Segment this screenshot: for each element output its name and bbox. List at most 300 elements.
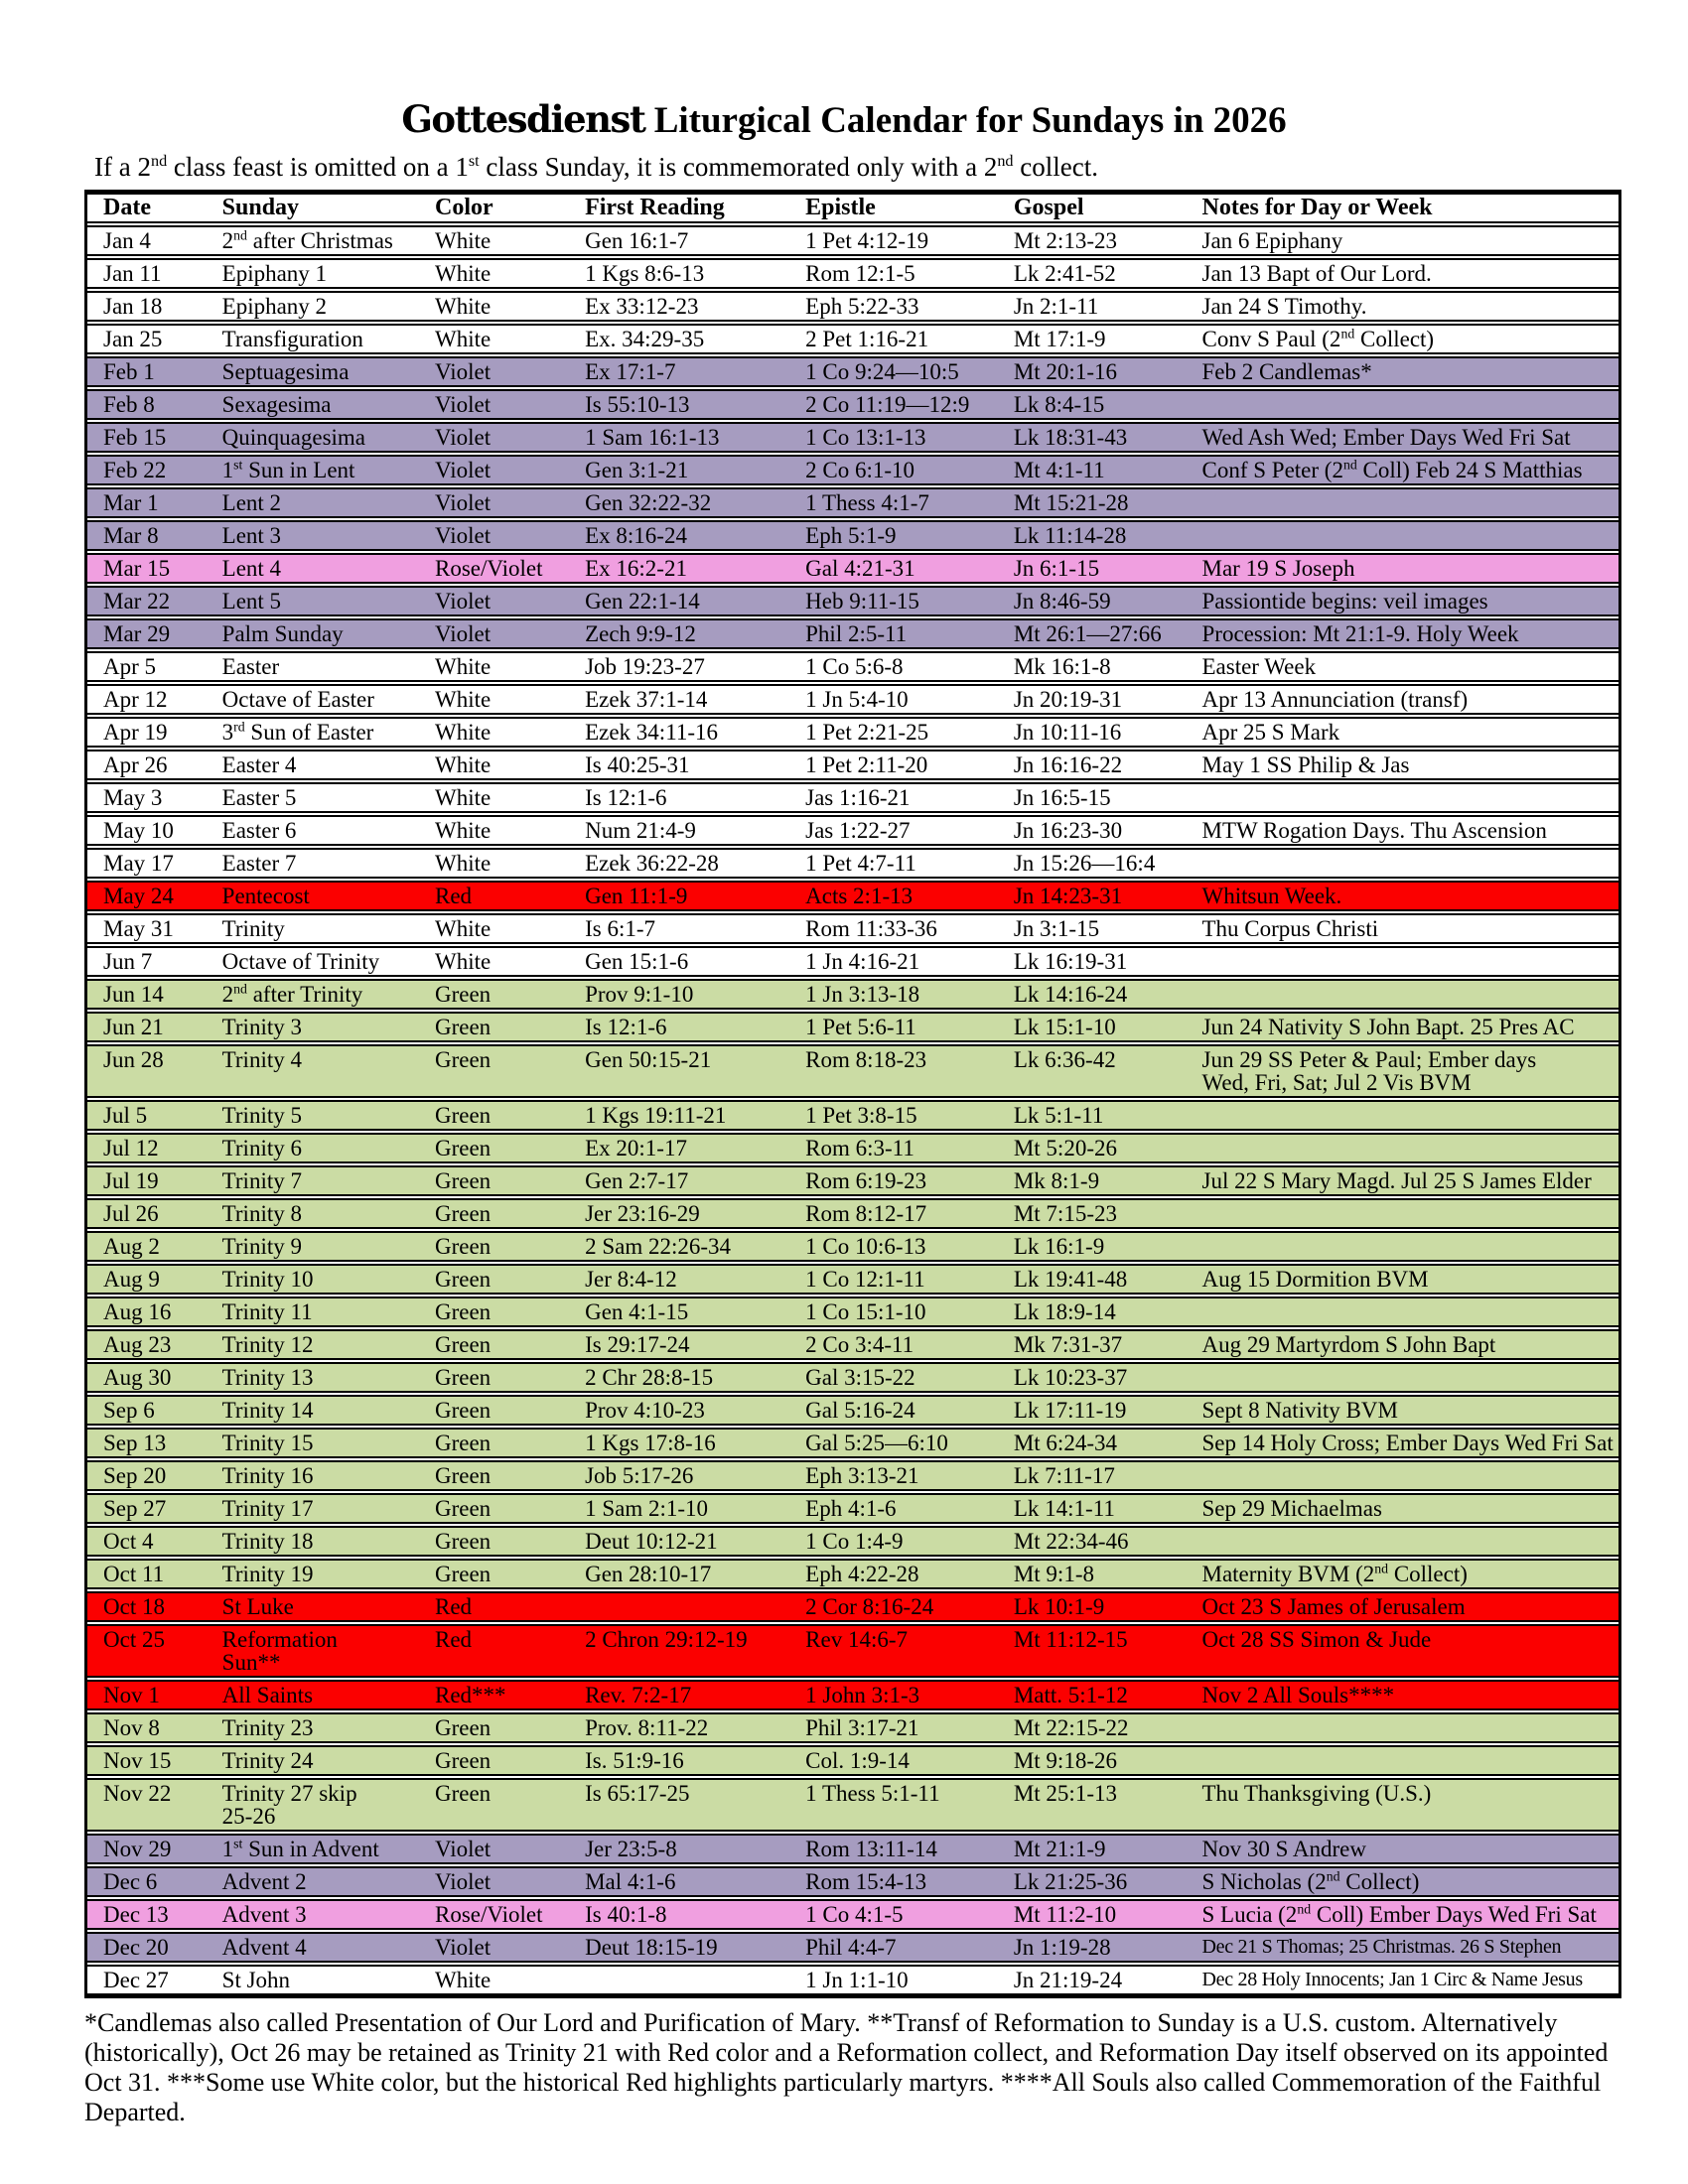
- epistle-cell: 1 Jn 1:1-10: [805, 1968, 909, 1992]
- notes-cell: [1187, 981, 1618, 1008]
- table-row: [87, 1493, 1618, 1524]
- liturgical-calendar-table: [84, 190, 1621, 1998]
- notes-cell: [1187, 522, 1618, 549]
- sunday-cell: Advent 4: [221, 1935, 307, 1960]
- date-cell: Feb 15: [103, 425, 167, 450]
- gospel-cell: Lk 19:41-48: [1013, 1267, 1128, 1292]
- gospel-cell: Jn 16:5-15: [1013, 785, 1111, 810]
- epistle-cell: 1 Co 13:1-13: [805, 425, 926, 450]
- table-row: [87, 1834, 1618, 1864]
- table-row: [87, 1395, 1618, 1426]
- gospel-cell: Jn 14:23-31: [1013, 884, 1123, 908]
- notes-cell: Jan 13 Bapt of Our Lord.: [1201, 261, 1432, 286]
- date-cell: Jun 28: [103, 1047, 164, 1072]
- notes-cell: Aug 29 Martyrdom S John Bapt: [1201, 1332, 1496, 1357]
- date-cell: Jul 19: [103, 1168, 159, 1193]
- sunday-cell: Sexagesima: [221, 392, 332, 417]
- date-cell: Dec 13: [103, 1902, 169, 1927]
- notes-cell: Mar 19 S Joseph: [1201, 556, 1355, 581]
- table-row: [87, 1624, 1618, 1678]
- date-cell: Dec 20: [103, 1935, 169, 1960]
- gospel-cell: Lk 21:25-36: [1013, 1869, 1128, 1894]
- gospel-cell: Jn 20:19-31: [1013, 687, 1123, 712]
- table-row: [87, 815, 1618, 846]
- notes-cell: [1187, 1714, 1618, 1741]
- sunday-cell: 3rd Sun of Easter: [221, 719, 374, 745]
- epistle-cell: Phil 3:17-21: [805, 1715, 919, 1740]
- gospel-cell: Jn 3:1-15: [1013, 916, 1100, 941]
- sunday-cell: Epiphany 1: [221, 261, 328, 286]
- table-row: [87, 881, 1618, 911]
- gospel-cell: Mt 6:24-34: [1013, 1431, 1117, 1455]
- sunday-cell: Trinity: [221, 916, 285, 941]
- epistle-cell: Jas 1:22-27: [805, 818, 911, 843]
- epistle-cell: Rom 11:33-36: [805, 916, 937, 941]
- notes-cell: Jan 6 Epiphany: [1201, 228, 1343, 253]
- first-reading-cell: 1 Sam 16:1-13: [585, 425, 720, 450]
- gospel-cell: Lk 16:19-31: [1013, 949, 1128, 974]
- gospel-cell: Mt 2:13-23: [1013, 228, 1117, 253]
- date-cell: Aug 23: [103, 1332, 172, 1357]
- gospel-cell: Jn 16:16-22: [1013, 752, 1123, 777]
- color-cell: Red: [434, 1627, 473, 1652]
- date-cell: Feb 1: [103, 359, 155, 384]
- notes-cell: [1187, 1364, 1618, 1391]
- notes-cell: Thu Corpus Christi: [1201, 916, 1379, 941]
- column-header-reading: First Reading: [585, 195, 725, 220]
- notes-cell: May 1 SS Philip & Jas: [1201, 752, 1410, 777]
- sunday-cell: Trinity 9: [221, 1234, 302, 1259]
- date-cell: Aug 9: [103, 1267, 160, 1292]
- first-reading-cell: Gen 28:10-17: [585, 1562, 712, 1586]
- first-reading-cell: Gen 16:1-7: [585, 228, 689, 253]
- date-cell: Feb 22: [103, 458, 167, 482]
- table-row: [87, 717, 1618, 748]
- epistle-cell: Rom 8:18-23: [805, 1047, 927, 1072]
- date-cell: Aug 2: [103, 1234, 160, 1259]
- column-header-notes: Notes for Day or Week: [1201, 195, 1433, 220]
- column-header-gospel: Gospel: [1013, 195, 1084, 220]
- gospel-cell: Jn 1:19-28: [1013, 1935, 1111, 1960]
- notes-cell: [1187, 1200, 1618, 1227]
- gospel-cell: Lk 18:31-43: [1013, 425, 1128, 450]
- sunday-cell: Trinity 12: [221, 1332, 314, 1357]
- sunday-cell: Trinity 4: [221, 1047, 302, 1072]
- sunday-cell: Transfiguration: [221, 327, 363, 351]
- date-cell: Jan 4: [103, 228, 151, 253]
- epistle-cell: Eph 4:22-28: [805, 1562, 919, 1586]
- notes-cell: Whitsun Week.: [1201, 884, 1342, 908]
- table-row: [87, 1165, 1618, 1196]
- table-row: [87, 979, 1618, 1010]
- sunday-cell: Lent 2: [221, 490, 282, 515]
- date-cell: Jan 11: [103, 261, 162, 286]
- gospel-cell: Mt 21:1-9: [1013, 1837, 1106, 1861]
- notes-cell: Jan 24 S Timothy.: [1201, 294, 1367, 319]
- sunday-cell: Easter 6: [221, 818, 297, 843]
- gospel-cell: Mk 8:1-9: [1013, 1168, 1100, 1193]
- date-cell: Jan 25: [103, 327, 163, 351]
- color-cell: Violet: [434, 392, 492, 417]
- sunday-cell: Trinity 15: [221, 1431, 314, 1455]
- color-cell: Green: [434, 1431, 492, 1455]
- notes-cell: Apr 25 S Mark: [1201, 720, 1340, 745]
- color-cell: White: [434, 1968, 492, 1992]
- gospel-cell: Lk 7:11-17: [1013, 1463, 1115, 1488]
- epistle-cell: 2 Cor 8:16-24: [805, 1594, 934, 1619]
- first-reading-cell: Gen 22:1-14: [585, 589, 700, 614]
- gospel-cell: Lk 16:1-9: [1013, 1234, 1105, 1259]
- color-cell: Green: [434, 1201, 492, 1226]
- gospel-cell: Lk 5:1-11: [1013, 1103, 1104, 1128]
- date-cell: Nov 29: [103, 1837, 172, 1861]
- epistle-cell: Rom 15:4-13: [805, 1869, 927, 1894]
- sunday-cell: Trinity 3: [221, 1015, 302, 1039]
- color-cell: Green: [434, 1781, 492, 1806]
- table-row: [87, 291, 1618, 322]
- epistle-cell: 1 Pet 4:12-19: [805, 228, 929, 253]
- color-cell: Green: [434, 1299, 492, 1324]
- gospel-cell: Mk 16:1-8: [1013, 654, 1111, 679]
- date-cell: May 10: [103, 818, 174, 843]
- epistle-cell: Rom 6:19-23: [805, 1168, 927, 1193]
- sunday-cell: Palm Sunday: [221, 621, 344, 646]
- date-cell: Oct 11: [103, 1562, 165, 1586]
- epistle-cell: Rom 13:11-14: [805, 1837, 937, 1861]
- epistle-cell: 1 Co 4:1-5: [805, 1902, 904, 1927]
- first-reading-cell: Job 19:23-27: [585, 654, 705, 679]
- date-cell: Apr 12: [103, 687, 168, 712]
- epistle-cell: 1 Pet 2:21-25: [805, 720, 929, 745]
- sunday-cell: Advent 3: [221, 1902, 307, 1927]
- first-reading-cell: Is 40:1-8: [585, 1902, 667, 1927]
- gospel-cell: Mt 11:12-15: [1013, 1627, 1128, 1652]
- gospel-cell: Lk 14:16-24: [1013, 982, 1128, 1007]
- first-reading-cell: Is 12:1-6: [585, 785, 667, 810]
- color-cell: Violet: [434, 425, 492, 450]
- first-reading-cell: Gen 50:15-21: [585, 1047, 712, 1072]
- color-cell: Violet: [434, 589, 492, 614]
- first-reading-cell: Mal 4:1-6: [585, 1869, 676, 1894]
- epistle-cell: Col. 1:9-14: [805, 1748, 910, 1773]
- sunday-cell: 2nd after Christmas: [221, 227, 393, 253]
- first-reading-cell: Deut 18:15-19: [585, 1935, 718, 1960]
- notes-cell: [1187, 1102, 1618, 1129]
- notes-cell: Easter Week: [1201, 654, 1317, 679]
- first-reading-cell: Deut 10:12-21: [585, 1529, 718, 1554]
- table-row: [87, 651, 1618, 682]
- table-row: [87, 1680, 1618, 1710]
- table-row: [87, 1866, 1618, 1897]
- notes-cell: Dec 21 S Thomas; 25 Christmas. 26 S Stephen: [1201, 1936, 1562, 1958]
- gospel-cell: Mt 5:20-26: [1013, 1136, 1117, 1160]
- epistle-cell: 1 Jn 4:16-21: [805, 949, 920, 974]
- table-row: [87, 618, 1618, 649]
- color-cell: White: [434, 654, 492, 679]
- epistle-cell: 1 Pet 5:6-11: [805, 1015, 916, 1039]
- notes-cell: [1187, 1233, 1618, 1260]
- color-cell: White: [434, 720, 492, 745]
- color-cell: Violet: [434, 359, 492, 384]
- notes-cell: Wed Ash Wed; Ember Days Wed Fri Sat: [1201, 425, 1571, 450]
- first-reading-cell: Gen 11:1-9: [585, 884, 688, 908]
- color-cell: Green: [434, 1103, 492, 1128]
- color-cell: Rose/Violet: [434, 556, 543, 581]
- first-reading-cell: Gen 3:1-21: [585, 458, 689, 482]
- sunday-cell: Quinquagesima: [221, 425, 366, 450]
- notes-cell: S Lucia (2nd Coll) Ember Days Wed Fri Sat: [1201, 1901, 1597, 1927]
- first-reading-cell: Ex 17:1-7: [585, 359, 676, 384]
- epistle-cell: 1 Co 12:1-11: [805, 1267, 925, 1292]
- table-row: [87, 225, 1618, 256]
- notes-cell: [1187, 489, 1618, 516]
- epistle-cell: Jas 1:16-21: [805, 785, 911, 810]
- color-cell: Red***: [434, 1683, 506, 1707]
- subtitle: If a 2nd class feast is omitted on a 1st class Sunday, it is commemorated only with a 2nd collect.: [94, 152, 1098, 182]
- first-reading-cell: Is 55:10-13: [585, 392, 690, 417]
- epistle-cell: 1 Pet 3:8-15: [805, 1103, 917, 1128]
- notes-cell: [1187, 1135, 1618, 1161]
- notes-cell: [1187, 948, 1618, 975]
- epistle-cell: 1 Jn 5:4-10: [805, 687, 909, 712]
- gospel-cell: Jn 21:19-24: [1013, 1968, 1123, 1992]
- first-reading-cell: Prov 9:1-10: [585, 982, 694, 1007]
- color-cell: White: [434, 752, 492, 777]
- date-cell: Jun 21: [103, 1015, 164, 1039]
- table-row: [87, 1591, 1618, 1622]
- date-cell: Nov 1: [103, 1683, 160, 1707]
- gospel-cell: Jn 10:11-16: [1013, 720, 1122, 745]
- table-row: [87, 586, 1618, 616]
- first-reading-cell: Jer 23:16-29: [585, 1201, 700, 1226]
- table-row: [87, 1329, 1618, 1360]
- date-cell: Mar 1: [103, 490, 159, 515]
- color-cell: Violet: [434, 490, 492, 515]
- first-reading-cell: Is 29:17-24: [585, 1332, 690, 1357]
- sunday-cell: Trinity 6: [221, 1136, 302, 1160]
- column-header-sunday: Sunday: [221, 195, 300, 220]
- sunday-cell: Trinity 5: [221, 1103, 302, 1128]
- date-cell: Nov 15: [103, 1748, 172, 1773]
- table-row: [87, 422, 1618, 453]
- notes-cell: Maternity BVM (2nd Collect): [1201, 1561, 1468, 1586]
- gospel-cell: Mt 15:21-28: [1013, 490, 1129, 515]
- first-reading-cell: [569, 1593, 789, 1620]
- epistle-cell: 1 John 3:1-3: [805, 1683, 920, 1707]
- date-cell: Mar 15: [103, 556, 171, 581]
- epistle-cell: Eph 5:1-9: [805, 523, 897, 548]
- table-row: [87, 946, 1618, 977]
- sunday-cell: Trinity 24: [221, 1748, 314, 1773]
- gospel-cell: Lk 14:1-11: [1013, 1496, 1115, 1521]
- date-cell: May 17: [103, 851, 174, 876]
- date-cell: Sep 27: [103, 1496, 167, 1521]
- first-reading-cell: Ex. 34:29-35: [585, 327, 705, 351]
- date-cell: Oct 4: [103, 1529, 154, 1554]
- table-row: [87, 1559, 1618, 1589]
- sunday-cell: Easter: [221, 654, 280, 679]
- epistle-cell: Gal 4:21-31: [805, 556, 915, 581]
- epistle-cell: Gal 3:15-22: [805, 1365, 915, 1390]
- epistle-cell: Rom 12:1-5: [805, 261, 915, 286]
- notes-cell: Conf S Peter (2nd Coll) Feb 24 S Matthias: [1201, 457, 1583, 482]
- epistle-cell: Eph 3:13-21: [805, 1463, 919, 1488]
- color-cell: Green: [434, 982, 492, 1007]
- color-cell: White: [434, 228, 492, 253]
- notes-cell: Procession: Mt 21:1-9. Holy Week: [1201, 621, 1519, 646]
- date-cell: Aug 16: [103, 1299, 172, 1324]
- notes-cell: Feb 2 Candlemas*: [1201, 359, 1372, 384]
- gospel-cell: Mt 26:1—27:66: [1013, 621, 1162, 646]
- epistle-cell: 2 Co 11:19—12:9: [805, 392, 970, 417]
- table-row: [87, 782, 1618, 813]
- gospel-cell: Jn 8:46-59: [1013, 589, 1111, 614]
- date-cell: Apr 26: [103, 752, 168, 777]
- epistle-cell: 1 Pet 2:11-20: [805, 752, 928, 777]
- color-cell: Rose/Violet: [434, 1902, 543, 1927]
- date-cell: Oct 18: [103, 1594, 165, 1619]
- first-reading-cell: 2 Sam 22:26-34: [585, 1234, 732, 1259]
- first-reading-cell: Gen 4:1-15: [585, 1299, 689, 1324]
- color-cell: White: [434, 916, 492, 941]
- notes-cell: [1187, 1528, 1618, 1555]
- notes-cell: [1187, 784, 1618, 811]
- gospel-cell: Lk 8:4-15: [1013, 392, 1105, 417]
- first-reading-cell: Job 5:17-26: [585, 1463, 694, 1488]
- table-row: [87, 1100, 1618, 1131]
- first-reading-cell: 1 Kgs 8:6-13: [585, 261, 705, 286]
- date-cell: Dec 6: [103, 1869, 158, 1894]
- sunday-cell: Trinity 16: [221, 1463, 314, 1488]
- first-reading-cell: Is 6:1-7: [585, 916, 656, 941]
- sunday-cell: 1st Sun in Advent: [221, 1836, 379, 1861]
- epistle-cell: Phil 4:4-7: [805, 1935, 897, 1960]
- gospel-cell: Mt 4:1-11: [1013, 458, 1105, 482]
- color-cell: Violet: [434, 1869, 492, 1894]
- date-cell: Dec 27: [103, 1968, 169, 1992]
- color-cell: White: [434, 818, 492, 843]
- color-cell: Violet: [434, 1935, 492, 1960]
- gospel-cell: Jn 16:23-30: [1013, 818, 1123, 843]
- gospel-cell: Matt. 5:1-12: [1013, 1683, 1128, 1707]
- sunday-cell: Easter 4: [221, 752, 297, 777]
- gospel-cell: Jn 2:1-11: [1013, 294, 1099, 319]
- table-row: [87, 1044, 1618, 1098]
- color-cell: Green: [434, 1496, 492, 1521]
- first-reading-cell: 2 Chron 29:12-19: [585, 1627, 748, 1652]
- notes-cell: Oct 23 S James of Jerusalem: [1201, 1594, 1466, 1619]
- color-cell: Green: [434, 1463, 492, 1488]
- color-cell: Green: [434, 1398, 492, 1423]
- brand-name: Gottesdienst: [401, 97, 645, 141]
- color-cell: White: [434, 949, 492, 974]
- epistle-cell: Rom 8:12-17: [805, 1201, 927, 1226]
- table-row: [87, 487, 1618, 518]
- color-cell: Green: [434, 1168, 492, 1193]
- sunday-cell: 2nd after Trinity: [221, 981, 363, 1007]
- epistle-cell: 1 Jn 3:13-18: [805, 982, 920, 1007]
- notes-cell: Jul 22 S Mary Magd. Jul 25 S James Elder: [1201, 1168, 1592, 1193]
- notes-cell: Sep 29 Michaelmas: [1201, 1496, 1382, 1521]
- table-header-row: [87, 193, 1618, 223]
- notes-cell: [1187, 1747, 1618, 1774]
- first-reading-cell: Gen 15:1-6: [585, 949, 689, 974]
- table-row: [87, 356, 1618, 387]
- epistle-cell: Heb 9:11-15: [805, 589, 919, 614]
- gospel-cell: Lk 6:36-42: [1013, 1047, 1116, 1072]
- epistle-cell: Eph 4:1-6: [805, 1496, 897, 1521]
- epistle-cell: 1 Co 15:1-10: [805, 1299, 926, 1324]
- epistle-cell: 2 Co 6:1-10: [805, 458, 915, 482]
- date-cell: Jun 7: [103, 949, 153, 974]
- notes-cell: [1187, 850, 1618, 877]
- epistle-cell: 1 Co 9:24—10:5: [805, 359, 959, 384]
- table-row: [87, 1012, 1618, 1042]
- notes-cell: Oct 28 SS Simon & Jude: [1201, 1627, 1432, 1652]
- first-reading-cell: Prov. 8:11-22: [585, 1715, 709, 1740]
- gospel-cell: Lk 10:23-37: [1013, 1365, 1128, 1390]
- color-cell: White: [434, 687, 492, 712]
- column-header-epistle: Epistle: [805, 195, 876, 220]
- table-row: [87, 1297, 1618, 1327]
- sunday-cell: St Luke: [221, 1594, 294, 1619]
- table-row: [87, 848, 1618, 879]
- first-reading-cell: Is 65:17-25: [585, 1781, 690, 1806]
- date-cell: Apr 19: [103, 720, 168, 745]
- color-cell: White: [434, 294, 492, 319]
- epistle-cell: 1 Co 5:6-8: [805, 654, 904, 679]
- color-cell: Green: [434, 1136, 492, 1160]
- table-row: [87, 553, 1618, 584]
- epistle-cell: Acts 2:1-13: [805, 884, 914, 908]
- color-cell: Green: [434, 1332, 492, 1357]
- gospel-cell: Lk 18:9-14: [1013, 1299, 1116, 1324]
- sunday-cell: Trinity 7: [221, 1168, 302, 1193]
- color-cell: Green: [434, 1715, 492, 1740]
- first-reading-cell: Rev. 7:2-17: [585, 1683, 692, 1707]
- sunday-cell: Trinity 19: [221, 1562, 314, 1586]
- sunday-cell: Reformation Sun**: [221, 1627, 338, 1675]
- epistle-cell: Gal 5:16-24: [805, 1398, 915, 1423]
- color-cell: Violet: [434, 458, 492, 482]
- epistle-cell: Rev 14:6-7: [805, 1627, 908, 1652]
- table-row: [87, 913, 1618, 944]
- first-reading-cell: [569, 1967, 789, 1993]
- gospel-cell: Lk 11:14-28: [1013, 523, 1127, 548]
- sunday-cell: Lent 4: [221, 556, 282, 581]
- table-row: [87, 520, 1618, 551]
- first-reading-cell: 1 Kgs 17:8-16: [585, 1431, 716, 1455]
- table-row: [87, 389, 1618, 420]
- notes-cell: Jun 24 Nativity S John Bapt. 25 Pres AC: [1201, 1015, 1575, 1039]
- gospel-cell: Lk 2:41-52: [1013, 261, 1116, 286]
- first-reading-cell: Is 12:1-6: [585, 1015, 667, 1039]
- footnotes: *Candlemas also called Presentation of Our Lord and Purification of Mary. **Transf of Reformation to Sunday is a U.S. custom. Alternatively (historically), Oct 26 may be retained as Trinity 21 with Red color and a Reformation collect, and Reformation Day itself observed on its appointed Oct 31. ***Some use White color, but the historical Red highlights particularly martyrs. ****All Souls also called Commemoration of the Faithful Departed.: [84, 2008, 1609, 2126]
- gospel-cell: Lk 15:1-10: [1013, 1015, 1116, 1039]
- sunday-cell: Easter 7: [221, 851, 297, 876]
- first-reading-cell: Ex 16:2-21: [585, 556, 687, 581]
- color-cell: Green: [434, 1047, 492, 1072]
- date-cell: Sep 6: [103, 1398, 155, 1423]
- sunday-cell: Trinity 10: [221, 1267, 314, 1292]
- sunday-cell: Trinity 13: [221, 1365, 314, 1390]
- notes-cell: Nov 2 All Souls****: [1201, 1683, 1395, 1707]
- date-cell: Nov 22: [103, 1781, 172, 1806]
- date-cell: Mar 29: [103, 621, 171, 646]
- sunday-cell: Easter 5: [221, 785, 297, 810]
- sunday-cell: All Saints: [221, 1683, 314, 1707]
- first-reading-cell: Ex 33:12-23: [585, 294, 699, 319]
